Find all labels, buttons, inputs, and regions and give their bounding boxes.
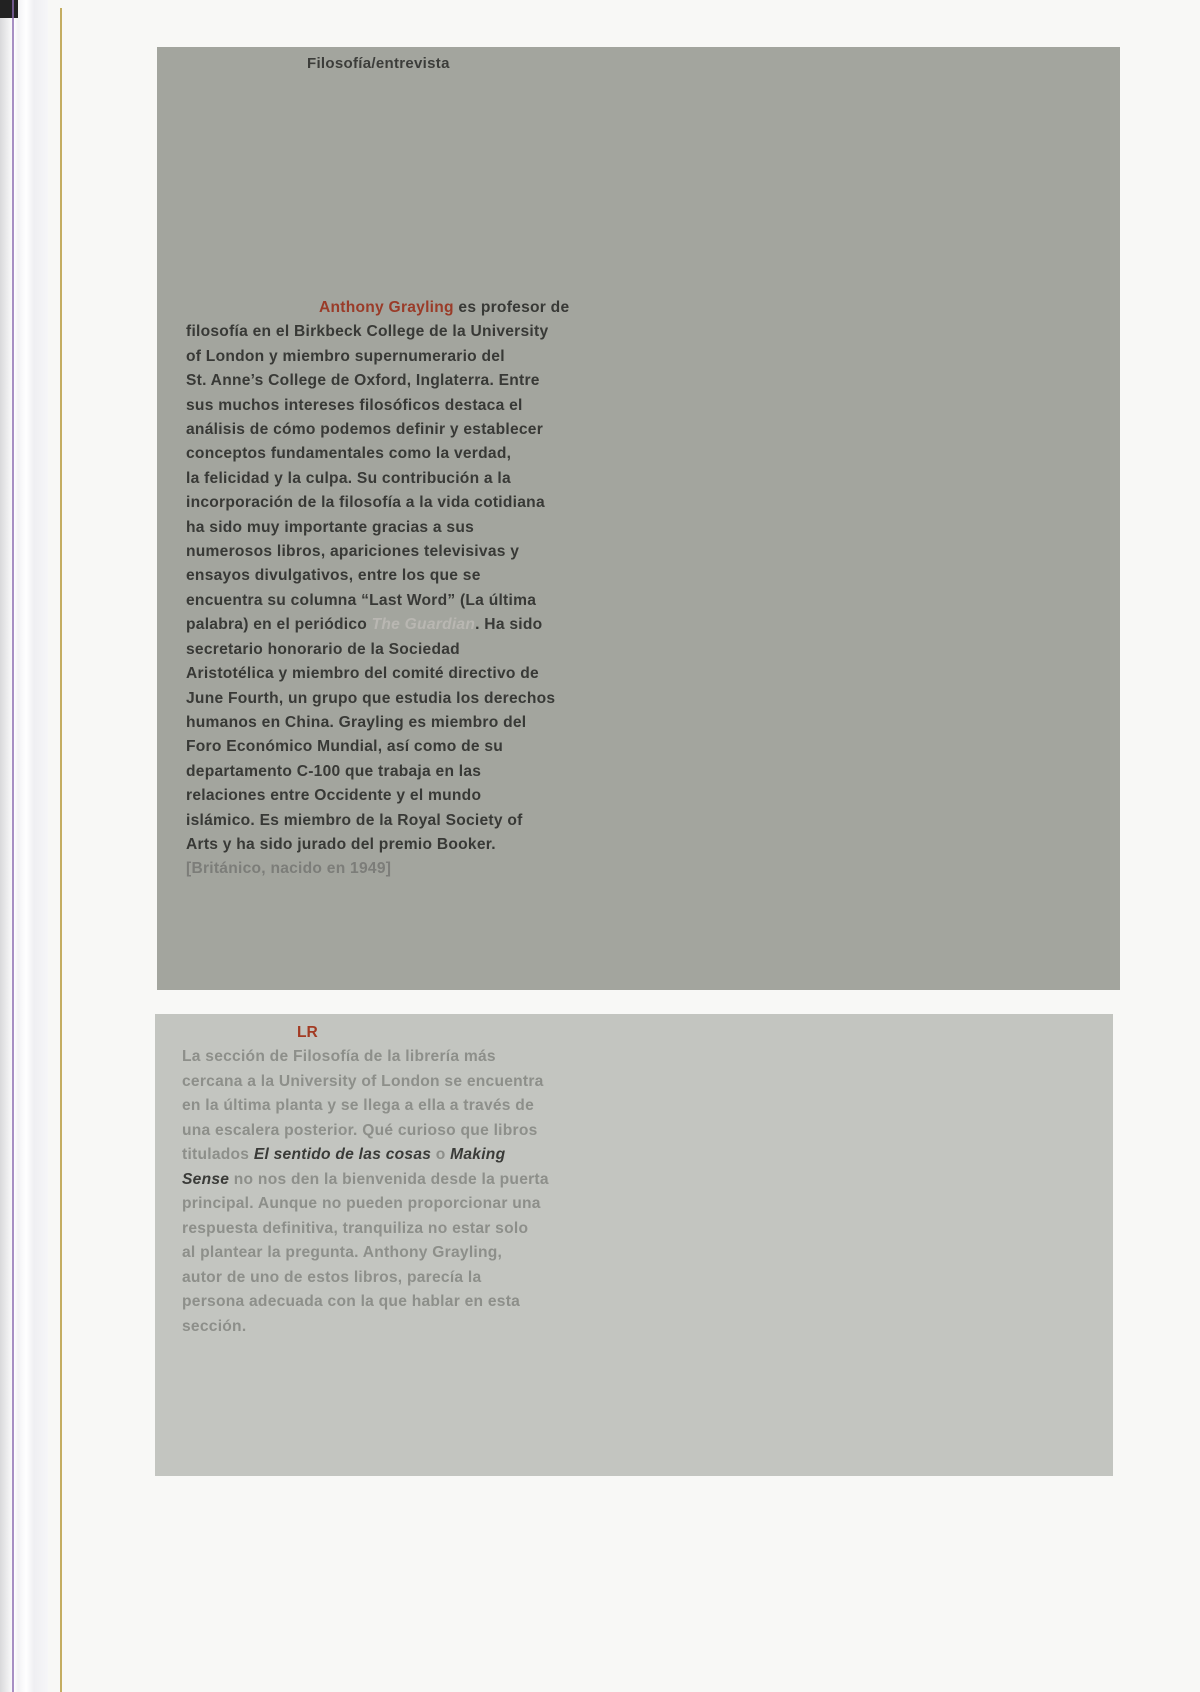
bio-line: St. Anne’s College de Oxford, Inglaterra. Entre — [186, 372, 540, 390]
bio-paragraph — [186, 296, 676, 882]
binding-corner-mark — [0, 0, 18, 18]
page-binding-edge — [0, 0, 48, 1692]
bio-line: Arts y ha sido jurado del premio Booker. — [186, 835, 496, 853]
bio-line: secretario honorario de la Sociedad — [186, 640, 460, 658]
lr-line: cercana a la University of London se encuentra — [182, 1072, 544, 1090]
bio-line: ensayos divulgativos, entre los que se — [186, 567, 481, 585]
bio-note: [Británico, nacido en 1949] — [186, 860, 392, 878]
lr-panel — [155, 1014, 1113, 1476]
bio-line: departamento C-100 que trabaja en las — [186, 762, 482, 780]
bio-line: incorporación de la filosofía a la vida cotidiana — [186, 494, 545, 512]
bio-panel — [157, 47, 1120, 990]
bio-line: ha sido muy importante gracias a sus — [186, 518, 475, 536]
newspaper-title: The Guardian — [371, 616, 476, 634]
bio-line: Aristotélica y miembro del comité directivo de — [186, 665, 539, 683]
lr-line: una escalera posterior. Qué curioso que libros — [182, 1121, 538, 1139]
lr-line: La sección de Filosofía de la librería más — [182, 1048, 496, 1065]
bio-line: encuentra su columna “Last Word” (La última — [186, 591, 537, 609]
lr-line: titulados El sentido de las cosas o Making — [182, 1146, 506, 1163]
bio-line: análisis de cómo podemos definir y establecer — [186, 421, 544, 439]
author-name: Anthony Grayling — [319, 299, 454, 316]
book-title: Sense — [182, 1170, 230, 1188]
lr-title: LR — [297, 1024, 318, 1041]
binding-gold-rule — [60, 8, 62, 1692]
lr-line: en la última planta y se llega a ella a través de — [182, 1097, 535, 1114]
bio-line: June Fourth, un grupo que estudia los derechos — [186, 689, 556, 707]
section-label: Filosofía/entrevista — [307, 55, 450, 72]
bio-line: palabra) en el periódico The Guardian. Ha sido — [186, 616, 543, 634]
book-title: El sentido de las cosas — [253, 1146, 432, 1163]
bio-line: numerosos libros, apariciones televisivas y — [186, 543, 520, 561]
lr-paragraph — [182, 1045, 672, 1339]
bio-line: conceptos fundamentales como la verdad, — [186, 445, 512, 463]
lr-line: principal. Aunque no pueden proporcionar una — [182, 1195, 541, 1212]
lr-line: al plantear la pregunta. Anthony Grayling, — [182, 1244, 503, 1261]
lr-line: persona adecuada con la que hablar en esta — [182, 1293, 521, 1310]
lr-line: sección. — [182, 1317, 247, 1335]
lr-line: Sense no nos den la bienvenida desde la puerta — [182, 1170, 549, 1188]
book-title: Making — [450, 1146, 506, 1163]
bio-line: islámico. Es miembro de la Royal Society of — [186, 811, 523, 829]
binding-purple-rule — [12, 0, 14, 1692]
lr-line: respuesta definitiva, tranquiliza no estar solo — [182, 1219, 529, 1237]
bio-line: filosofía en el Birkbeck College de la University — [186, 323, 549, 341]
bio-line: humanos en China. Grayling es miembro del — [186, 713, 527, 731]
bio-line: of London y miembro supernumerario del — [186, 347, 505, 365]
bio-line: la felicidad y la culpa. Su contribución a la — [186, 469, 511, 487]
bio-line: sus muchos intereses filosóficos destaca el — [186, 396, 523, 414]
bio-line: relaciones entre Occidente y el mundo — [186, 787, 482, 805]
lr-line: autor de uno de estos libros, parecía la — [182, 1268, 482, 1286]
bio-line: Anthony Grayling es profesor de — [319, 299, 570, 316]
bio-line: Foro Económico Mundial, así como de su — [186, 738, 504, 756]
